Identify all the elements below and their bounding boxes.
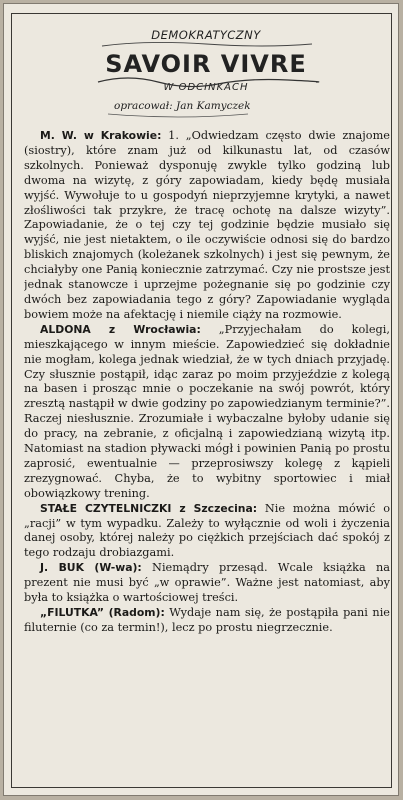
- letter-reply: Wydaje nam się, że postąpiła pani nie filuternie (co za termin!), lecz po prostu niegrzecznie.: [24, 606, 390, 634]
- letter-author: STAŁE CZYTELNICZKI z Szczecina:: [40, 501, 258, 515]
- letter-entry: [24, 606, 390, 636]
- newspaper-clipping: [3, 3, 399, 796]
- letter-author: „FILUTKA” (Radom):: [40, 606, 165, 619]
- letter-entry: [24, 129, 390, 323]
- letter-reply: Nie można mówić o „racji” w tym wypadku. Zależy to wyłącznie od woli i życzenia danej osoby, której należy po ciężkich przejściach dać spokój z tego rodzaju drobiazgami.: [24, 501, 390, 560]
- header-kicker: DEMOKRATYCZNY: [151, 28, 261, 42]
- letter-reply: 1. „Odwiedzam często dwie znajome (siostry), które znam już od kilkunastu lat, od czasów szkolnych. Ponieważ dysponuję zwykle tylko godziną lub dwoma na wizytę, z góry zapowiadam, kiedy będę musiała wyjść. Wywołuje to u gospodyń nieprzyjemne krytyki, a nawet złośliwości tak przykre, że tracę ochotę na dalsze wizyty”. Zapowiadanie, że o tej czy tej godzinie będzie musiało się wyjść, nie jest nietaktem, o ile oczywiście odnosi się do bardzo bliskich znajomych (koleżanek szkolnych) i jest się pewnym, że chciałyby one Panią koniecznie zatrzymać. Czy nie prostsze jest jednak stanowcze i uprzejme pożegnanie się po godzinie czy dwóch bez zapowiadania tego z góry? Zapowiadanie wygląda bowiem może na afektację i niemile ciąży na rozmowie.: [24, 129, 390, 321]
- letter-author: M. W. w Krakowie:: [40, 129, 162, 142]
- letter-entry: [24, 502, 390, 562]
- header-subtitle: W ODCINKACH: [163, 82, 249, 93]
- column-body: [24, 129, 390, 789]
- letter-author: J. BUK (W-wa):: [40, 561, 142, 575]
- header-title: SAVOIR VIVRE: [105, 50, 307, 78]
- letter-entry: [24, 323, 390, 502]
- letter-reply: Niemądry przesąd. Wcale książka na prezent nie musi być „w oprawie”. Ważne jest natomiast, aby była to książka o wartościowej treści.: [24, 561, 390, 605]
- letter-author: ALDONA z Wrocławia:: [40, 322, 201, 336]
- header-credit: opracował: Jan Kamyczek: [114, 100, 251, 112]
- header-swash-ornament: [88, 22, 324, 134]
- column-header: [88, 22, 324, 134]
- letter-reply: „Przyjechałam do kolegi, mieszkającego w innym mieście. Zapowiedzieć się dokładnie nie mogłam, kolega jednak wiedział, że w tych dniach przyjadę. Czy słusznie postąpił, idąc zaraz po moim przyjeździe z kolegą na basen i prosząc mnie o poczekanie na swój powrót, który zresztą nastąpił w dwie godziny po zapowiedzianym terminie?”. Raczej niesłusznie. Zrozumiałe i wybaczalne byłoby udanie się do pracy, na zebranie, z oficjalną i zapowiedzianą wizytą itp. Natomiast na stadion pływacki mógł i powinien Panią po prostu zaprosić, ewentualnie — przeprosiwszy kolegę z kąpieli zrezygnować. Chyba, że to wybitny sportowiec i miał obowiązkowy trening.: [24, 322, 390, 500]
- letter-entry: [24, 561, 390, 606]
